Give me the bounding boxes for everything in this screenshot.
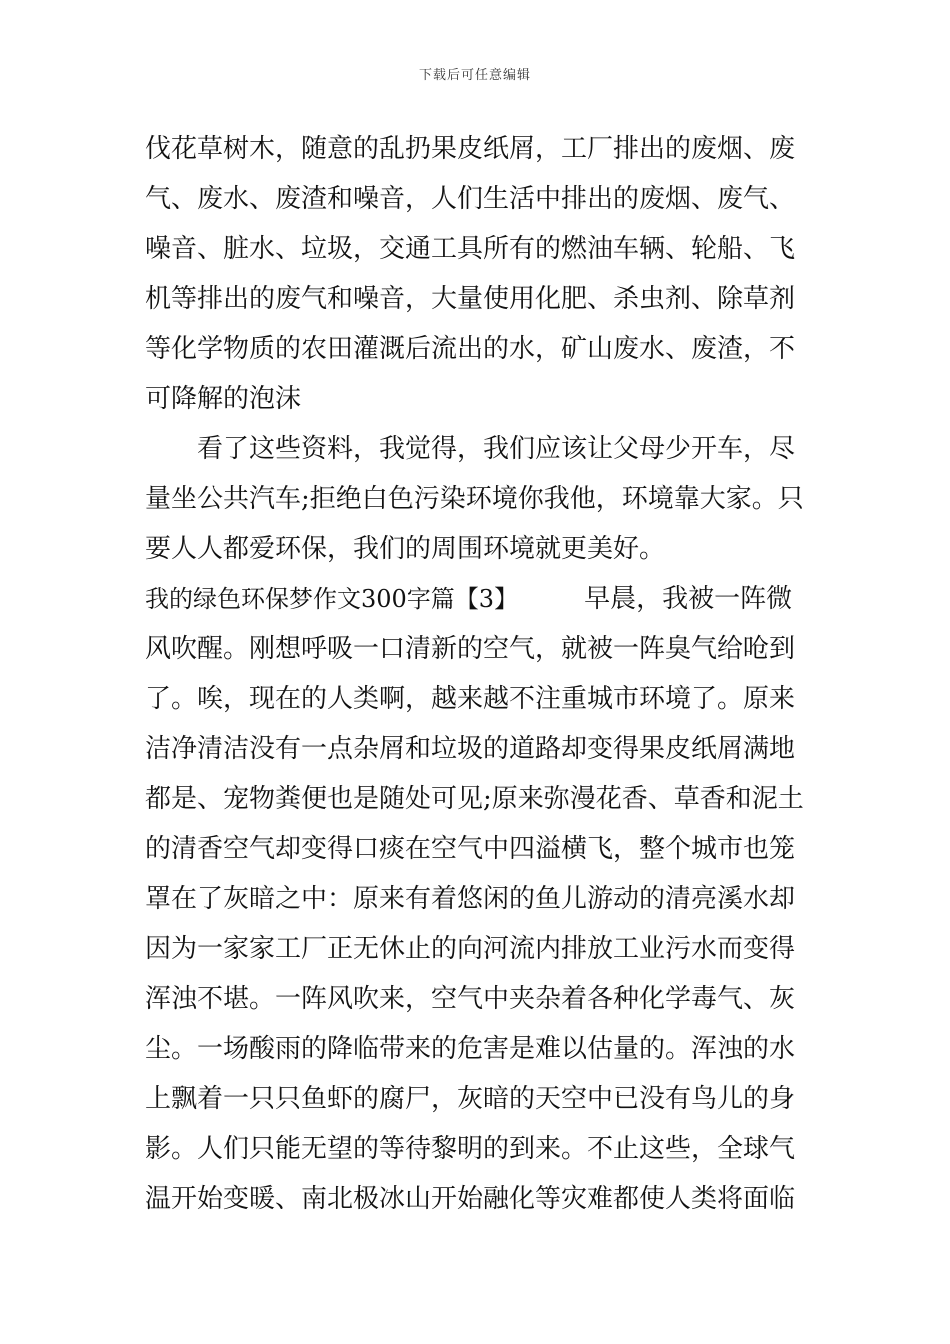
text-line: 量坐公共汽车;拒绝白色污染环境你我他，环境靠大家。只	[145, 484, 804, 514]
text-line: 温开始变暖、南北极冰山开始融化等灾难都使人类将面临	[145, 1184, 796, 1214]
text-line-start: 早晨，我被一阵微	[584, 584, 793, 614]
text-line: 看了这些资料，我觉得，我们应该让父母少开车，尽	[197, 434, 796, 464]
section-heading-line	[145, 574, 810, 624]
text-line: 了。唉，现在的人类啊，越来越不注重城市环境了。原来	[145, 684, 796, 714]
text-line: 因为一家家工厂正无休止的向河流内排放工业污水而变得	[145, 934, 796, 964]
text-line: 尘。一场酸雨的降临带来的危害是难以估量的。浑浊的水	[145, 1034, 796, 1064]
text-line: 浑浊不堪。一阵风吹来，空气中夹杂着各种化学毒气、灰	[145, 984, 796, 1014]
text-line: 伐花草树木，随意的乱扔果皮纸屑，工厂排出的废烟、废	[145, 134, 796, 164]
paragraph-1	[145, 124, 810, 424]
text-line: 都是、宠物粪便也是随处可见;原来弥漫花香、草香和泥土	[145, 784, 804, 814]
text-line: 上飘着一只只鱼虾的腐尸，灰暗的天空中已没有鸟儿的身	[145, 1084, 796, 1114]
text-line: 噪音、脏水、垃圾，交通工具所有的燃油车辆、轮船、飞	[145, 234, 796, 264]
section-heading: 我的绿色环保梦作文300字篇【3】	[145, 585, 519, 613]
text-line: 风吹醒。刚想呼吸一口清新的空气，就被一阵臭气给呛到	[145, 634, 796, 664]
text-line: 机等排出的废气和噪音，大量使用化肥、杀虫剂、除草剂	[145, 284, 796, 314]
page-header: 下载后可任意编辑	[418, 68, 531, 83]
text-line: 影。人们只能无望的等待黎明的到来。不止这些，全球气	[145, 1134, 796, 1164]
section-3	[145, 574, 810, 1224]
paragraph-2	[145, 424, 810, 574]
text-line: 的清香空气却变得口痰在空气中四溢横飞，整个城市也笼	[145, 834, 796, 864]
text-line: 罩在了灰暗之中：原来有着悠闲的鱼儿游动的清亮溪水却	[145, 884, 796, 914]
text-line: 等化学物质的农田灌溉后流出的水，矿山废水、废渣，不	[145, 334, 796, 364]
text-line: 洁净清洁没有一点杂屑和垃圾的道路却变得果皮纸屑满地	[145, 734, 796, 764]
text-line: 可降解的泡沫	[145, 384, 302, 414]
text-line: 要人人都爱环保，我们的周围环境就更美好。	[145, 534, 666, 564]
document-body	[145, 124, 810, 1224]
text-line: 气、废水、废渣和噪音，人们生活中排出的废烟、废气、	[145, 184, 796, 214]
